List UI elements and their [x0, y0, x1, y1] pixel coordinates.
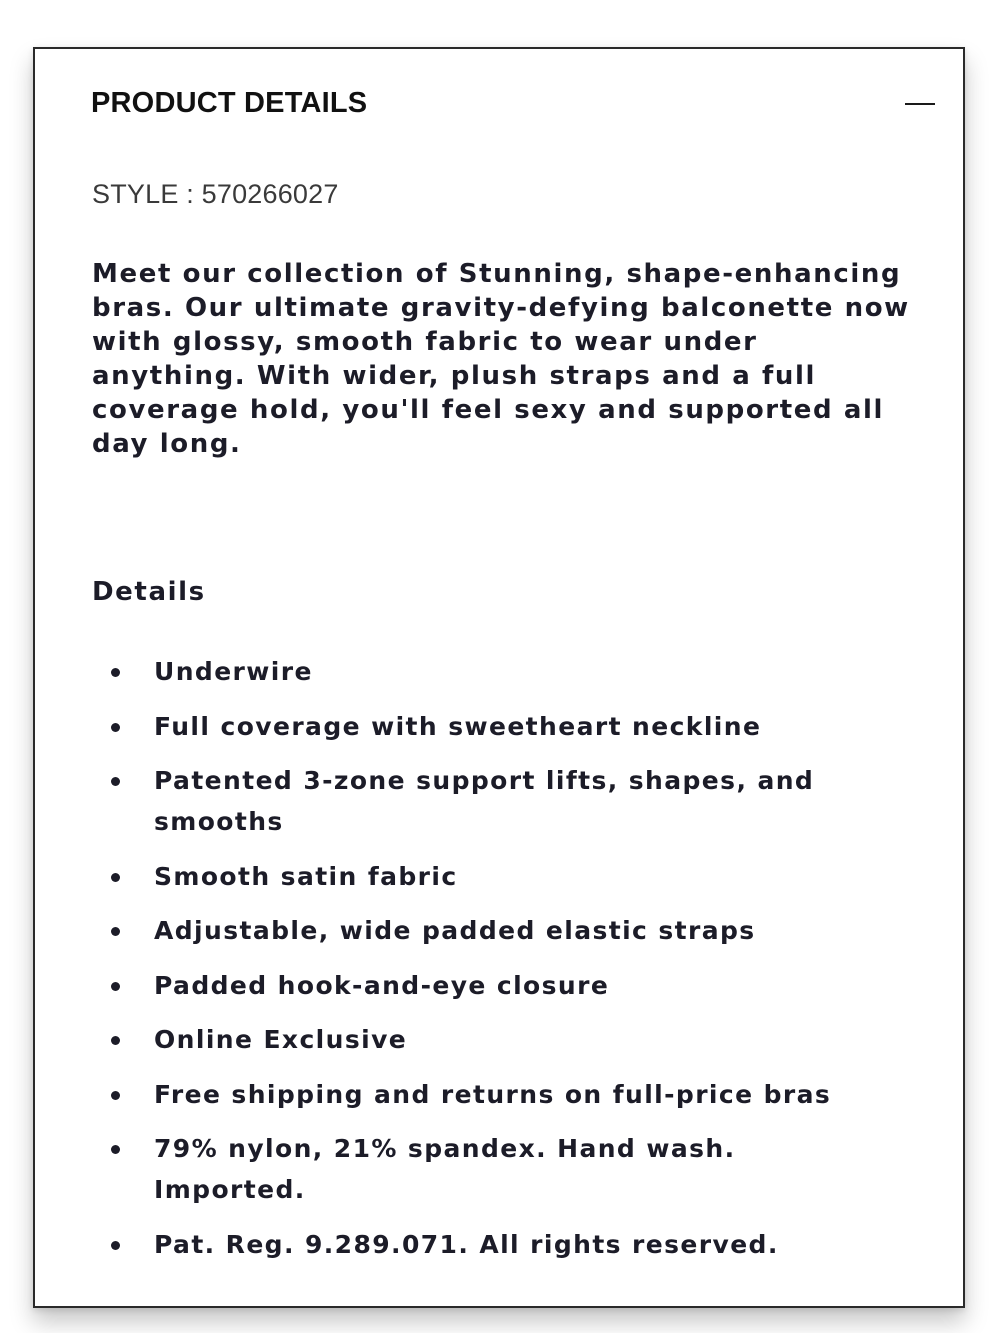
- list-item: Patented 3-zone support lifts, shapes, and smooths: [92, 760, 892, 842]
- bullet-icon: [111, 668, 120, 677]
- collapse-minus-icon[interactable]: [905, 103, 935, 105]
- panel-title[interactable]: PRODUCT DETAILS: [91, 87, 368, 119]
- bullet-icon: [111, 873, 120, 882]
- bullet-icon: [111, 927, 120, 936]
- list-item: 79% nylon, 21% spandex. Hand wash. Imported.: [92, 1128, 892, 1210]
- list-item: Full coverage with sweetheart neckline: [92, 706, 892, 747]
- list-item: Adjustable, wide padded elastic straps: [92, 910, 892, 951]
- bullet-icon: [111, 1241, 120, 1250]
- bullet-icon: [111, 1091, 120, 1100]
- style-number: STYLE : 570266027: [92, 179, 339, 209]
- list-item: Free shipping and returns on full-price bras: [92, 1074, 892, 1115]
- list-item: Smooth satin fabric: [92, 856, 892, 897]
- list-item: Underwire: [92, 651, 892, 692]
- bullet-icon: [111, 1036, 120, 1045]
- product-description: Meet our collection of Stunning, shape-enhancing bras. Our ultimate gravity-defying balconette now with glossy, smooth fabric to wear under anything. With wider, plush straps and a full coverage hold, you'll feel sexy and supported all day long.: [92, 259, 910, 459]
- details-heading: Details: [92, 577, 206, 607]
- list-item: Online Exclusive: [92, 1019, 892, 1060]
- bullet-icon: [111, 777, 120, 786]
- bullet-icon: [111, 982, 120, 991]
- bullet-icon: [111, 1145, 120, 1154]
- list-item: Pat. Reg. 9.289.071. All rights reserved.: [92, 1224, 892, 1265]
- list-item: Padded hook-and-eye closure: [92, 965, 892, 1006]
- bullet-icon: [111, 723, 120, 732]
- details-list: [92, 651, 892, 1278]
- product-details-panel: [33, 47, 965, 1308]
